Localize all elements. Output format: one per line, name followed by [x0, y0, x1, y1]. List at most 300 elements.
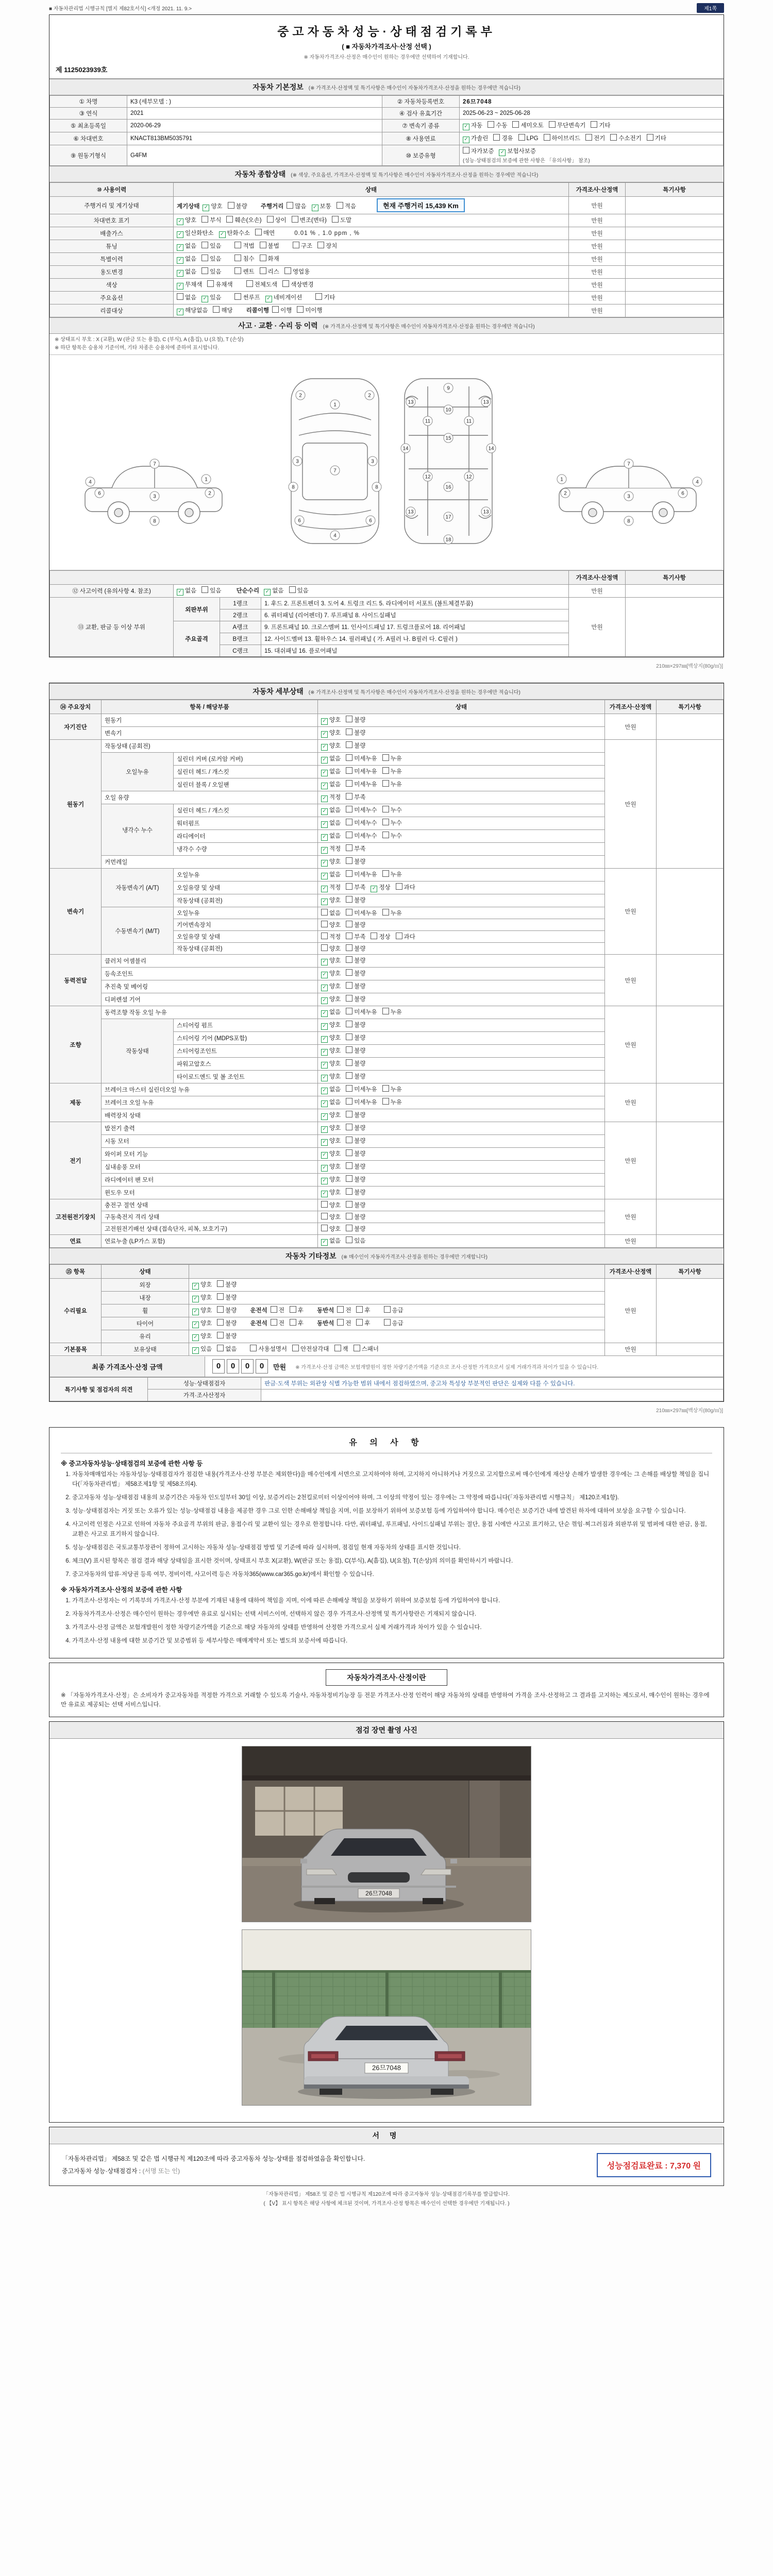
checkbox-option[interactable] — [321, 1162, 341, 1172]
checkbox-option[interactable] — [321, 741, 341, 751]
checked-checkbox-icon[interactable]: ✓ — [321, 1075, 328, 1081]
checkbox-option[interactable] — [346, 832, 377, 840]
checkbox-option[interactable] — [346, 1124, 365, 1132]
checkbox-option[interactable] — [463, 134, 488, 143]
unchecked-checkbox-icon[interactable] — [346, 754, 352, 761]
checked-checkbox-icon[interactable]: ✓ — [499, 149, 506, 156]
unchecked-checkbox-icon[interactable] — [346, 883, 352, 890]
checkbox-option[interactable] — [226, 216, 261, 224]
unchecked-checkbox-icon[interactable] — [177, 293, 183, 300]
unchecked-checkbox-icon[interactable] — [346, 1098, 352, 1105]
unchecked-checkbox-icon[interactable] — [493, 134, 500, 141]
unchecked-checkbox-icon[interactable] — [289, 586, 296, 593]
unchecked-checkbox-icon[interactable] — [321, 933, 328, 939]
unchecked-checkbox-icon[interactable] — [234, 293, 241, 300]
checkbox-option[interactable] — [337, 1306, 351, 1314]
checkbox-option[interactable] — [234, 255, 254, 263]
checkbox-option[interactable] — [396, 933, 415, 941]
checkbox-option[interactable] — [177, 255, 196, 264]
unchecked-checkbox-icon[interactable] — [382, 1085, 389, 1092]
checkbox-option[interactable] — [321, 793, 341, 802]
unchecked-checkbox-icon[interactable] — [346, 969, 352, 976]
checkbox-option[interactable] — [321, 1111, 341, 1120]
unchecked-checkbox-icon[interactable] — [255, 229, 262, 235]
unchecked-checkbox-icon[interactable] — [346, 1021, 352, 1027]
checkbox-option[interactable] — [321, 1225, 341, 1233]
checkbox-option[interactable] — [346, 1046, 365, 1055]
checkbox-option[interactable] — [321, 767, 341, 776]
checkbox-option[interactable] — [346, 969, 365, 977]
unchecked-checkbox-icon[interactable] — [346, 1162, 352, 1169]
unchecked-checkbox-icon[interactable] — [293, 242, 299, 248]
checkbox-option[interactable] — [346, 741, 365, 750]
unchecked-checkbox-icon[interactable] — [315, 293, 322, 300]
unchecked-checkbox-icon[interactable] — [382, 767, 389, 774]
unchecked-checkbox-icon[interactable] — [334, 1345, 341, 1351]
checkbox-option[interactable] — [346, 1098, 377, 1106]
checked-checkbox-icon[interactable]: ✓ — [321, 997, 328, 1004]
checked-checkbox-icon[interactable]: ✓ — [201, 296, 208, 302]
unchecked-checkbox-icon[interactable] — [287, 202, 293, 209]
checkbox-option[interactable] — [346, 1162, 365, 1171]
checkbox-option[interactable] — [321, 956, 341, 965]
checkbox-option[interactable] — [265, 293, 303, 302]
unchecked-checkbox-icon[interactable] — [346, 1201, 352, 1208]
checked-checkbox-icon[interactable]: ✓ — [177, 218, 183, 225]
unchecked-checkbox-icon[interactable] — [228, 202, 234, 209]
checked-checkbox-icon[interactable]: ✓ — [321, 1049, 328, 1056]
checked-checkbox-icon[interactable]: ✓ — [321, 1113, 328, 1120]
checkbox-option[interactable] — [346, 1072, 365, 1080]
checkbox-option[interactable] — [346, 921, 365, 929]
unchecked-checkbox-icon[interactable] — [234, 242, 241, 248]
checkbox-option[interactable] — [177, 280, 202, 290]
checkbox-option[interactable] — [346, 716, 365, 724]
checkbox-option[interactable] — [260, 255, 279, 263]
unchecked-checkbox-icon[interactable] — [396, 883, 402, 890]
checkbox-option[interactable] — [346, 1236, 365, 1245]
checked-checkbox-icon[interactable]: ✓ — [463, 124, 469, 130]
checkbox-option[interactable] — [267, 216, 287, 224]
unchecked-checkbox-icon[interactable] — [396, 933, 402, 939]
unchecked-checkbox-icon[interactable] — [346, 1046, 352, 1053]
unchecked-checkbox-icon[interactable] — [356, 1306, 363, 1313]
checkbox-option[interactable] — [289, 586, 309, 595]
checkbox-option[interactable] — [354, 1345, 379, 1353]
checkbox-option[interactable] — [312, 202, 331, 211]
checked-checkbox-icon[interactable]: ✓ — [177, 257, 183, 264]
checkbox-option[interactable] — [346, 754, 377, 762]
checkbox-option[interactable] — [250, 1345, 287, 1353]
unchecked-checkbox-icon[interactable] — [346, 819, 352, 825]
checked-checkbox-icon[interactable]: ✓ — [321, 860, 328, 867]
unchecked-checkbox-icon[interactable] — [346, 982, 352, 989]
checkbox-option[interactable] — [321, 1059, 341, 1069]
unchecked-checkbox-icon[interactable] — [321, 1213, 328, 1219]
checkbox-option[interactable] — [321, 995, 341, 1004]
unchecked-checkbox-icon[interactable] — [346, 1175, 352, 1182]
checkbox-option[interactable] — [272, 306, 292, 314]
checkbox-option[interactable] — [201, 293, 221, 302]
checked-checkbox-icon[interactable]: ✓ — [321, 795, 328, 802]
checkbox-option[interactable] — [201, 586, 221, 595]
unchecked-checkbox-icon[interactable] — [346, 1124, 352, 1130]
unchecked-checkbox-icon[interactable] — [356, 1319, 363, 1326]
checked-checkbox-icon[interactable]: ✓ — [321, 1023, 328, 1030]
checked-checkbox-icon[interactable]: ✓ — [321, 972, 328, 978]
unchecked-checkbox-icon[interactable] — [346, 1111, 352, 1117]
unchecked-checkbox-icon[interactable] — [346, 1225, 352, 1231]
checked-checkbox-icon[interactable]: ✓ — [264, 589, 271, 596]
checkbox-option[interactable] — [192, 1345, 212, 1354]
checkbox-option[interactable] — [321, 870, 341, 879]
checkbox-option[interactable] — [201, 267, 221, 276]
checkbox-option[interactable] — [346, 1225, 365, 1233]
checkbox-option[interactable] — [207, 280, 232, 289]
checkbox-option[interactable] — [321, 921, 341, 929]
unchecked-checkbox-icon[interactable] — [346, 909, 352, 916]
checkbox-option[interactable] — [192, 1293, 212, 1302]
checkbox-option[interactable] — [346, 1201, 365, 1209]
checkbox-option[interactable] — [234, 242, 254, 250]
checkbox-option[interactable] — [217, 1280, 237, 1289]
checkbox-option[interactable] — [346, 1059, 365, 1067]
checkbox-option[interactable] — [177, 586, 196, 596]
checkbox-option[interactable] — [264, 586, 283, 596]
unchecked-checkbox-icon[interactable] — [346, 1072, 352, 1079]
unchecked-checkbox-icon[interactable] — [337, 1319, 344, 1326]
unchecked-checkbox-icon[interactable] — [260, 242, 266, 248]
unchecked-checkbox-icon[interactable] — [282, 280, 289, 287]
checkbox-option[interactable] — [382, 819, 402, 827]
unchecked-checkbox-icon[interactable] — [488, 121, 494, 128]
checkbox-option[interactable] — [321, 969, 341, 978]
checkbox-option[interactable] — [346, 982, 365, 990]
checkbox-option[interactable] — [321, 883, 341, 892]
unchecked-checkbox-icon[interactable] — [337, 1306, 344, 1313]
checkbox-option[interactable] — [321, 1137, 341, 1146]
unchecked-checkbox-icon[interactable] — [544, 134, 550, 141]
unchecked-checkbox-icon[interactable] — [213, 306, 220, 313]
checkbox-option[interactable] — [321, 1072, 341, 1081]
checkbox-option[interactable] — [346, 806, 377, 814]
unchecked-checkbox-icon[interactable] — [201, 267, 208, 274]
checkbox-option[interactable] — [260, 267, 279, 276]
checked-checkbox-icon[interactable]: ✓ — [463, 137, 469, 143]
checkbox-option[interactable] — [396, 883, 415, 891]
unchecked-checkbox-icon[interactable] — [384, 1306, 391, 1313]
unchecked-checkbox-icon[interactable] — [292, 216, 298, 223]
checkbox-option[interactable] — [201, 216, 221, 224]
checked-checkbox-icon[interactable]: ✓ — [321, 873, 328, 879]
unchecked-checkbox-icon[interactable] — [382, 754, 389, 761]
unchecked-checkbox-icon[interactable] — [290, 1319, 296, 1326]
unchecked-checkbox-icon[interactable] — [346, 1033, 352, 1040]
checkbox-option[interactable] — [321, 1175, 341, 1184]
checkbox-option[interactable] — [321, 1098, 341, 1107]
unchecked-checkbox-icon[interactable] — [201, 255, 208, 261]
checkbox-option[interactable] — [585, 134, 605, 142]
checkbox-option[interactable] — [321, 1021, 341, 1030]
checkbox-option[interactable] — [346, 1213, 365, 1221]
checkbox-option[interactable] — [234, 293, 260, 301]
checked-checkbox-icon[interactable]: ✓ — [192, 1283, 199, 1290]
unchecked-checkbox-icon[interactable] — [463, 147, 469, 154]
unchecked-checkbox-icon[interactable] — [346, 857, 352, 864]
checked-checkbox-icon[interactable]: ✓ — [321, 1139, 328, 1146]
checkbox-option[interactable] — [346, 793, 365, 801]
checkbox-option[interactable] — [337, 1319, 351, 1327]
checkbox-option[interactable] — [293, 242, 312, 250]
checked-checkbox-icon[interactable]: ✓ — [321, 1239, 328, 1246]
checkbox-option[interactable] — [488, 121, 507, 129]
checkbox-option[interactable] — [177, 229, 214, 238]
checkbox-option[interactable] — [321, 857, 341, 867]
checked-checkbox-icon[interactable]: ✓ — [321, 985, 328, 991]
checked-checkbox-icon[interactable]: ✓ — [177, 270, 183, 277]
unchecked-checkbox-icon[interactable] — [346, 1008, 352, 1014]
unchecked-checkbox-icon[interactable] — [337, 202, 343, 209]
unchecked-checkbox-icon[interactable] — [346, 832, 352, 838]
checkbox-option[interactable] — [321, 982, 341, 991]
checkbox-option[interactable] — [346, 870, 377, 878]
checkbox-option[interactable] — [315, 293, 335, 301]
checkbox-option[interactable] — [382, 1085, 402, 1093]
unchecked-checkbox-icon[interactable] — [382, 870, 389, 877]
checkbox-option[interactable] — [356, 1319, 370, 1327]
checkbox-option[interactable] — [321, 1188, 341, 1197]
checkbox-option[interactable] — [192, 1306, 212, 1315]
unchecked-checkbox-icon[interactable] — [384, 1319, 391, 1326]
checkbox-option[interactable] — [321, 909, 341, 917]
checkbox-option[interactable] — [321, 832, 341, 841]
unchecked-checkbox-icon[interactable] — [346, 944, 352, 951]
checkbox-option[interactable] — [346, 767, 377, 775]
checkbox-option[interactable] — [346, 780, 377, 788]
checkbox-option[interactable] — [334, 1345, 348, 1353]
unchecked-checkbox-icon[interactable] — [260, 255, 266, 261]
checkbox-option[interactable] — [371, 933, 390, 941]
checkbox-option[interactable] — [382, 909, 402, 917]
checkbox-option[interactable] — [544, 134, 581, 142]
unchecked-checkbox-icon[interactable] — [271, 1306, 277, 1313]
checkbox-option[interactable] — [271, 1319, 284, 1327]
checkbox-option[interactable] — [512, 121, 543, 129]
checkbox-option[interactable] — [346, 883, 365, 891]
unchecked-checkbox-icon[interactable] — [346, 896, 352, 903]
unchecked-checkbox-icon[interactable] — [217, 1319, 224, 1326]
unchecked-checkbox-icon[interactable] — [217, 1293, 224, 1300]
checkbox-option[interactable] — [177, 293, 196, 301]
checkbox-option[interactable] — [321, 1236, 341, 1246]
checkbox-option[interactable] — [499, 147, 536, 156]
checkbox-option[interactable] — [346, 1033, 365, 1042]
checkbox-option[interactable] — [177, 216, 196, 225]
checked-checkbox-icon[interactable]: ✓ — [321, 718, 328, 725]
checkbox-option[interactable] — [463, 121, 482, 130]
checkbox-option[interactable] — [282, 280, 313, 289]
checkbox-option[interactable] — [382, 1098, 402, 1106]
checked-checkbox-icon[interactable]: ✓ — [321, 783, 328, 789]
checkbox-option[interactable] — [346, 944, 365, 953]
checkbox-option[interactable] — [321, 1046, 341, 1056]
unchecked-checkbox-icon[interactable] — [271, 1319, 277, 1326]
checked-checkbox-icon[interactable]: ✓ — [321, 1126, 328, 1133]
checkbox-option[interactable] — [647, 134, 666, 142]
checkbox-option[interactable] — [321, 1033, 341, 1043]
checkbox-option[interactable] — [384, 1306, 404, 1314]
unchecked-checkbox-icon[interactable] — [321, 1201, 328, 1208]
checkbox-option[interactable] — [246, 280, 277, 289]
unchecked-checkbox-icon[interactable] — [246, 280, 253, 287]
checkbox-option[interactable] — [217, 1319, 237, 1327]
checked-checkbox-icon[interactable]: ✓ — [321, 757, 328, 764]
checked-checkbox-icon[interactable]: ✓ — [321, 1191, 328, 1197]
checkbox-option[interactable] — [321, 1085, 341, 1094]
checkbox-option[interactable] — [217, 1332, 237, 1340]
checkbox-option[interactable] — [346, 857, 365, 866]
checkbox-option[interactable] — [219, 229, 250, 238]
checked-checkbox-icon[interactable]: ✓ — [192, 1347, 199, 1354]
checkbox-option[interactable] — [192, 1332, 212, 1341]
checkbox-option[interactable] — [346, 1188, 365, 1196]
checkbox-option[interactable] — [321, 780, 341, 789]
checkbox-option[interactable] — [346, 1008, 377, 1016]
unchecked-checkbox-icon[interactable] — [292, 1345, 299, 1351]
checked-checkbox-icon[interactable]: ✓ — [192, 1321, 199, 1328]
checkbox-option[interactable] — [255, 229, 275, 237]
checkbox-option[interactable] — [382, 754, 402, 762]
unchecked-checkbox-icon[interactable] — [382, 806, 389, 812]
checkbox-option[interactable] — [384, 1319, 404, 1327]
checked-checkbox-icon[interactable]: ✓ — [177, 231, 183, 238]
checked-checkbox-icon[interactable]: ✓ — [203, 205, 209, 211]
unchecked-checkbox-icon[interactable] — [346, 1059, 352, 1066]
unchecked-checkbox-icon[interactable] — [217, 1332, 224, 1338]
checkbox-option[interactable] — [177, 267, 196, 277]
checked-checkbox-icon[interactable]: ✓ — [192, 1296, 199, 1302]
checkbox-option[interactable] — [287, 202, 306, 210]
checked-checkbox-icon[interactable]: ✓ — [321, 1062, 328, 1069]
checked-checkbox-icon[interactable]: ✓ — [192, 1309, 199, 1315]
checked-checkbox-icon[interactable]: ✓ — [321, 821, 328, 828]
checkbox-option[interactable] — [549, 121, 586, 129]
checked-checkbox-icon[interactable]: ✓ — [321, 899, 328, 905]
unchecked-checkbox-icon[interactable] — [267, 216, 274, 223]
checkbox-option[interactable] — [346, 1149, 365, 1158]
checkbox-option[interactable] — [228, 202, 247, 210]
checkbox-option[interactable] — [382, 806, 402, 814]
unchecked-checkbox-icon[interactable] — [346, 1236, 352, 1243]
checkbox-option[interactable] — [518, 134, 539, 142]
unchecked-checkbox-icon[interactable] — [201, 242, 208, 248]
unchecked-checkbox-icon[interactable] — [201, 216, 208, 223]
checkbox-option[interactable] — [201, 242, 221, 250]
checkbox-option[interactable] — [321, 806, 341, 815]
checkbox-option[interactable] — [201, 255, 221, 263]
checked-checkbox-icon[interactable]: ✓ — [321, 1036, 328, 1043]
checked-checkbox-icon[interactable]: ✓ — [192, 1334, 199, 1341]
checkbox-option[interactable] — [382, 767, 402, 775]
checkbox-option[interactable] — [346, 1137, 365, 1145]
checked-checkbox-icon[interactable]: ✓ — [321, 770, 328, 776]
unchecked-checkbox-icon[interactable] — [321, 921, 328, 927]
checkbox-option[interactable] — [321, 716, 341, 725]
unchecked-checkbox-icon[interactable] — [346, 716, 352, 722]
unchecked-checkbox-icon[interactable] — [234, 255, 241, 261]
checkbox-option[interactable] — [346, 1175, 365, 1183]
checked-checkbox-icon[interactable]: ✓ — [321, 959, 328, 965]
unchecked-checkbox-icon[interactable] — [346, 780, 352, 787]
checked-checkbox-icon[interactable]: ✓ — [321, 1178, 328, 1184]
unchecked-checkbox-icon[interactable] — [346, 1188, 352, 1195]
unchecked-checkbox-icon[interactable] — [354, 1345, 360, 1351]
unchecked-checkbox-icon[interactable] — [382, 832, 389, 838]
checked-checkbox-icon[interactable]: ✓ — [177, 244, 183, 251]
checkbox-option[interactable] — [493, 134, 513, 142]
unchecked-checkbox-icon[interactable] — [234, 267, 241, 274]
checkbox-option[interactable] — [321, 896, 341, 905]
unchecked-checkbox-icon[interactable] — [207, 280, 214, 287]
checkbox-option[interactable] — [321, 933, 341, 941]
unchecked-checkbox-icon[interactable] — [284, 267, 291, 274]
unchecked-checkbox-icon[interactable] — [260, 267, 266, 274]
unchecked-checkbox-icon[interactable] — [217, 1306, 224, 1313]
checkbox-option[interactable] — [317, 242, 337, 250]
unchecked-checkbox-icon[interactable] — [272, 306, 279, 313]
checkbox-option[interactable] — [217, 1306, 237, 1314]
unchecked-checkbox-icon[interactable] — [217, 1345, 224, 1351]
checkbox-option[interactable] — [346, 844, 365, 853]
checkbox-option[interactable] — [321, 1201, 341, 1209]
checked-checkbox-icon[interactable]: ✓ — [321, 1088, 328, 1094]
checkbox-option[interactable] — [346, 819, 377, 827]
unchecked-checkbox-icon[interactable] — [346, 1213, 352, 1219]
checkbox-option[interactable] — [177, 242, 196, 251]
checkbox-option[interactable] — [284, 267, 310, 276]
unchecked-checkbox-icon[interactable] — [321, 944, 328, 951]
checkbox-option[interactable] — [610, 134, 641, 142]
unchecked-checkbox-icon[interactable] — [591, 121, 597, 128]
checkbox-option[interactable] — [321, 844, 341, 854]
checked-checkbox-icon[interactable]: ✓ — [321, 1152, 328, 1159]
checked-checkbox-icon[interactable]: ✓ — [321, 1010, 328, 1017]
checkbox-option[interactable] — [321, 1213, 341, 1221]
checkbox-option[interactable] — [192, 1319, 212, 1328]
checked-checkbox-icon[interactable]: ✓ — [321, 744, 328, 751]
unchecked-checkbox-icon[interactable] — [512, 121, 519, 128]
checkbox-option[interactable] — [346, 1021, 365, 1029]
unchecked-checkbox-icon[interactable] — [346, 728, 352, 735]
unchecked-checkbox-icon[interactable] — [382, 909, 389, 916]
checkbox-option[interactable] — [292, 216, 327, 224]
unchecked-checkbox-icon[interactable] — [549, 121, 556, 128]
checkbox-option[interactable] — [346, 1085, 377, 1093]
checkbox-option[interactable] — [382, 870, 402, 878]
checked-checkbox-icon[interactable]: ✓ — [371, 886, 377, 892]
checkbox-option[interactable] — [321, 1124, 341, 1133]
checkbox-option[interactable] — [346, 1111, 365, 1119]
checkbox-option[interactable] — [382, 1008, 402, 1016]
unchecked-checkbox-icon[interactable] — [346, 844, 352, 851]
checkbox-option[interactable] — [346, 933, 365, 941]
checked-checkbox-icon[interactable]: ✓ — [177, 283, 183, 290]
checked-checkbox-icon[interactable]: ✓ — [321, 1100, 328, 1107]
unchecked-checkbox-icon[interactable] — [346, 921, 352, 927]
checkbox-option[interactable] — [346, 909, 377, 917]
unchecked-checkbox-icon[interactable] — [317, 242, 324, 248]
unchecked-checkbox-icon[interactable] — [346, 1085, 352, 1092]
